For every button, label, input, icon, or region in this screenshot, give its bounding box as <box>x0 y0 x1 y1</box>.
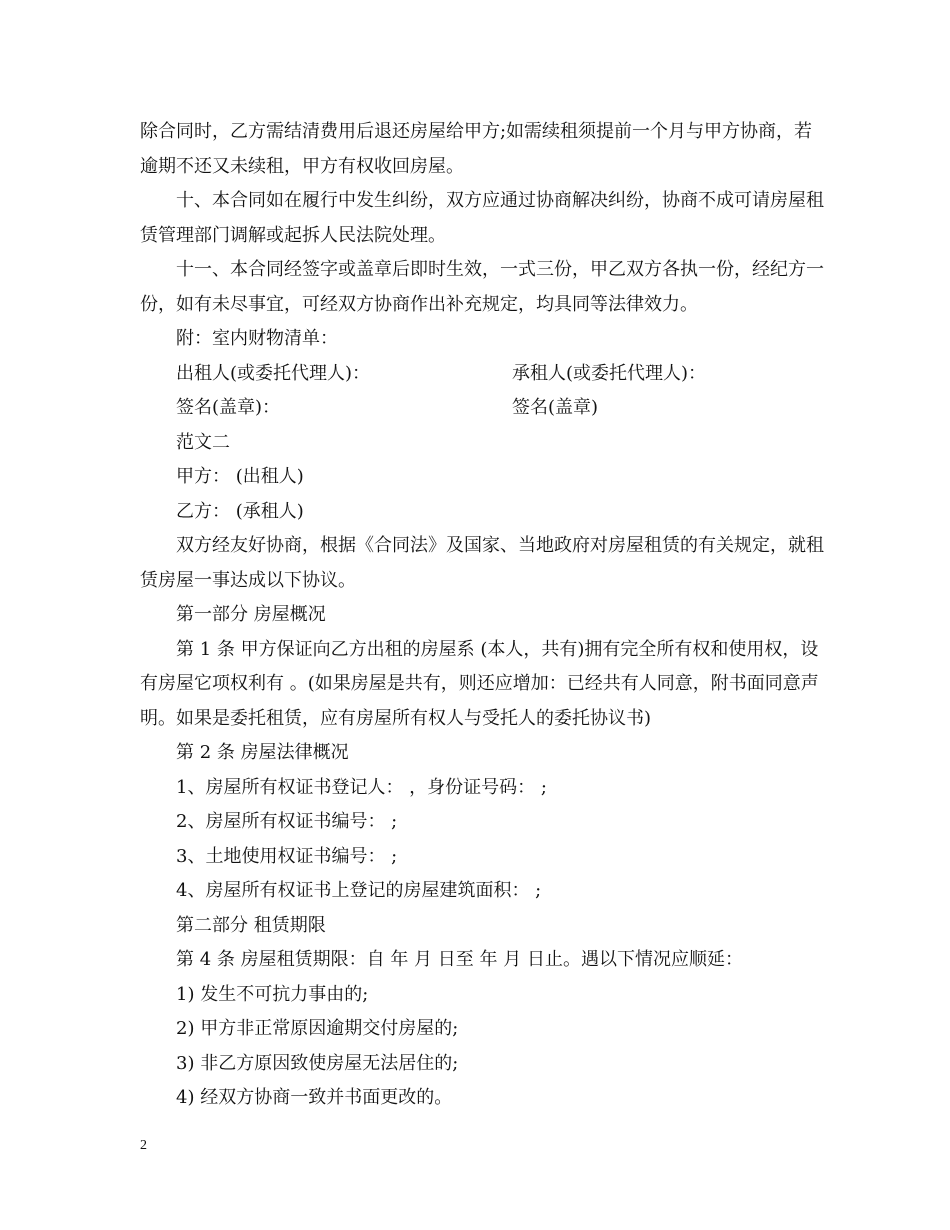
lessee-label: 承租人(或委托代理人)： <box>512 362 707 384</box>
article-2-item-1: 1、房屋所有权证书登记人： ，身份证号码： ; <box>176 776 547 798</box>
part-one-heading: 第一部分 房屋概况 <box>176 604 326 625</box>
paragraph-continuation: 除合同时，乙方需结清费用后退还房屋给甲方;如需续租须提前一个月与甲方协商，若逾期不还又未续租，甲方有权收回房屋。 <box>140 121 813 177</box>
party-b-line: 乙方： (承租人) <box>176 500 304 522</box>
article-2-heading: 第 2 条 房屋法律概况 <box>176 742 349 763</box>
article-2-item-3: 3、土地使用权证书编号： ; <box>176 845 398 867</box>
article-4-item-4: 4) 经双方协商一致并书面更改的。 <box>176 1087 453 1108</box>
lessor-label: 出租人(或委托代理人)： <box>176 362 371 384</box>
article-4-item-2: 2) 甲方非正常原因逾期交付房屋的; <box>176 1018 459 1039</box>
article-4-item-3: 3) 非乙方原因致使房屋无法居住的; <box>176 1052 459 1074</box>
paragraph-attachment: 附：室内财物清单： <box>176 328 338 349</box>
signature-row-parties <box>140 357 830 392</box>
paragraph-clause-11: 十一、本合同经签字或盖章后即时生效，一式三份，甲乙双方各执一份，经纪方一份，如有未尽事宜，可经双方协商作出补充规定，均具同等法律效力。 <box>140 259 824 315</box>
paragraph-clause-10: 十、本合同如在履行中发生纠纷，双方应通过协商解决纠纷，协商不成可请房屋租赁管理部门调解或起拆人民法院处理。 <box>140 190 824 246</box>
section-heading-sample-two: 范文二 <box>176 431 230 453</box>
lessee-signature-label: 签名(盖章) <box>512 397 599 418</box>
article-1: 第 1 条 甲方保证向乙方出租的房屋系 (本人，共有)拥有完全所有权和使用权，设有房屋它项权利有 。(如果房屋是共有，则还应增加：已经共有人同意，附书面同意声明。如果是委托租赁，应有房屋所有权人与受托人的委托协议书) <box>140 638 819 729</box>
paragraph-preamble: 双方经友好协商，根据《合同法》及国家、当地政府对房屋租赁的有关规定，就租赁房屋一事达成以下协议。 <box>140 535 824 591</box>
article-2-item-4: 4、房屋所有权证书上登记的房屋建筑面积： ; <box>176 880 542 901</box>
lessor-signature-label: 签名(盖章)： <box>176 397 281 418</box>
article-4: 第 4 条 房屋租赁期限：自 年 月 日至 年 月 日止。遇以下情况应顺延： <box>176 949 743 970</box>
article-2-item-2: 2、房屋所有权证书编号： ; <box>176 811 398 832</box>
page-number: 2 <box>140 1138 147 1153</box>
signature-row-seals <box>140 391 830 426</box>
article-4-item-1: 1) 发生不可抗力事由的; <box>176 983 369 1005</box>
party-a-line: 甲方： (出租人) <box>176 466 304 487</box>
document-body <box>140 115 830 1116</box>
part-two-heading: 第二部分 租赁期限 <box>176 914 326 936</box>
